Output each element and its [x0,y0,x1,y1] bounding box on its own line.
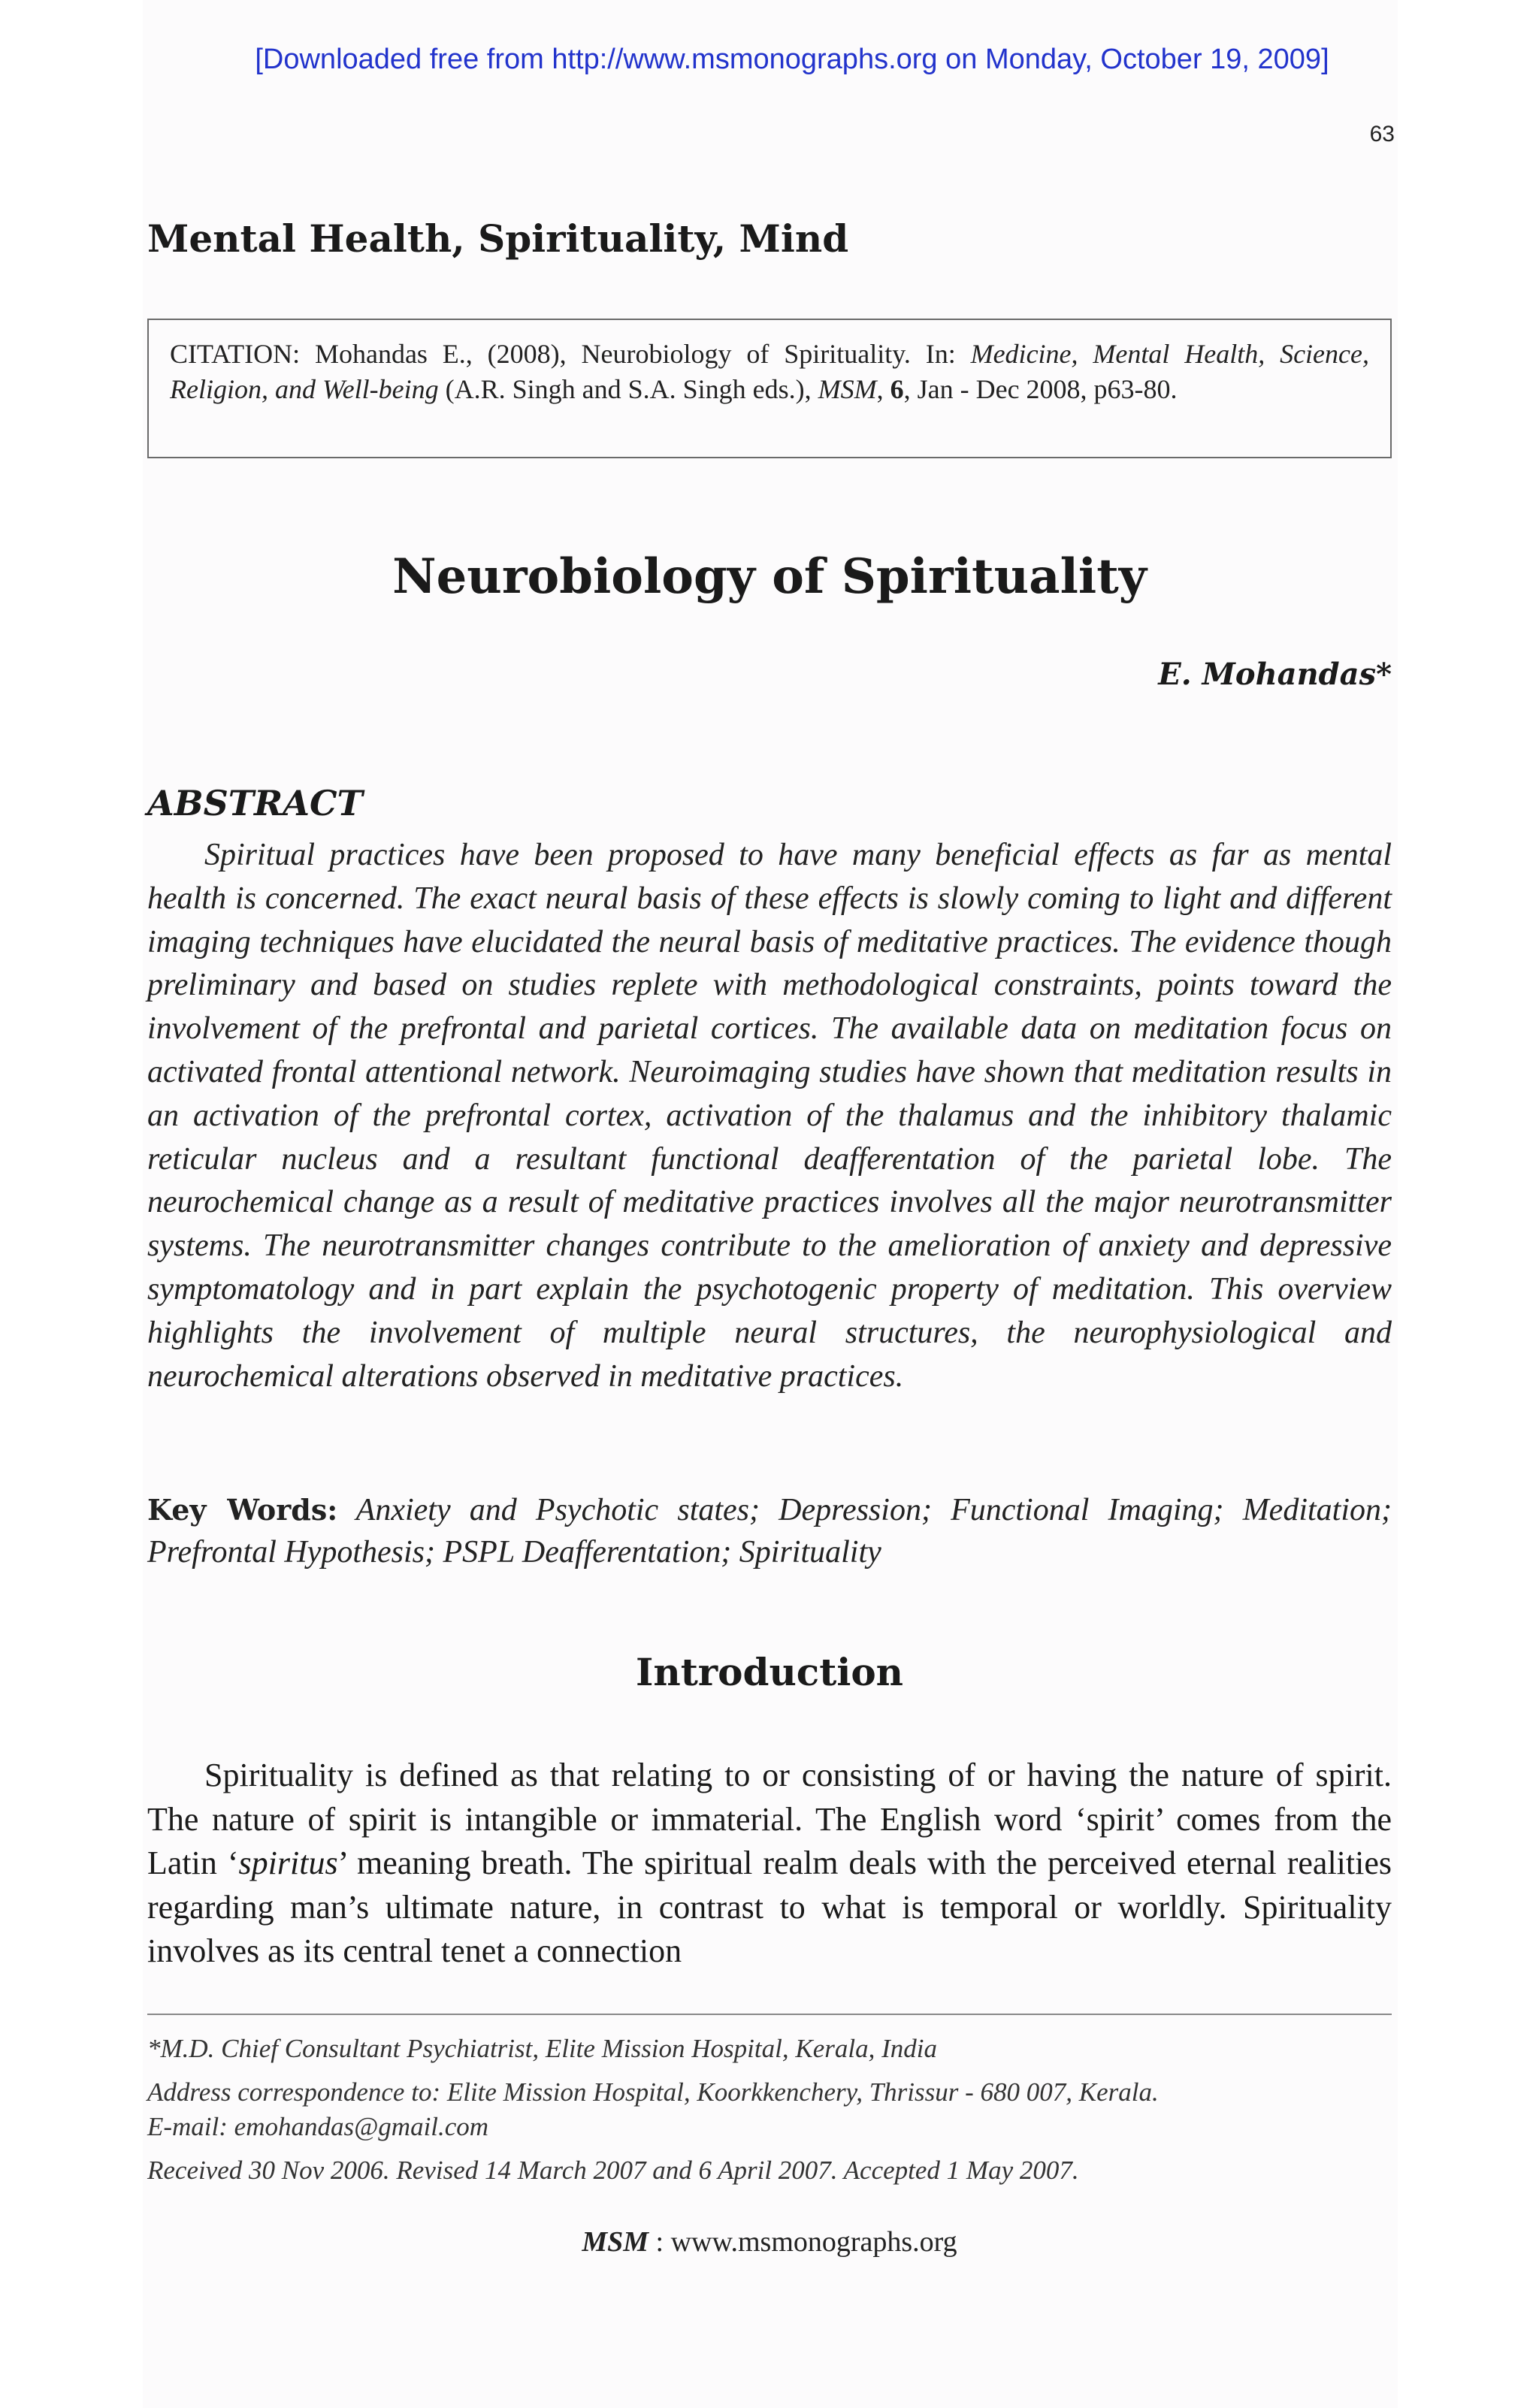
footnote-dates: Received 30 Nov 2006. Revised 14 March 2007 and 6 April 2007. Accepted 1 May 2007. [147,2156,1079,2185]
article-title: Neurobiology of Spirituality [392,548,1147,605]
keywords-label: Key Words: [147,1493,338,1527]
citation-box [147,319,1392,458]
footnote-address: Address correspondence to: Elite Mission Hospital, Koorkkenchery, Thrissur - 680 007, Kerala. [147,2077,1159,2107]
abstract-text: Spiritual practices have been proposed to have many beneficial effects as far as mental health is concerned. The exact neural basis of these effects is slowly coming to light and different imaging techniques have elucidated the neural basis of meditative practices. The evidence though preliminary and based on studies replete with methodological constraints, points toward the involvement of the prefrontal and parietal cortices. The available data on meditation focus on activated frontal attentional network. Neuroimaging studies have shown that meditation results in an activation of the prefrontal cortex, activation of the thalamus and the inhibitory thalamic reticular nucleus and a resultant functional deafferentation of the parietal lobe. The neurochemical change as a result of meditative practices involves all the major neurotransmitter systems. The neurotransmitter changes contribute to the amelioration of anxiety and depressive symptomatology and in part explain the psychotogenic property of meditation. This overview highlights the involvement of multiple neural structures, the neurophysiological and neurochemical alterations observed in meditative practices. [147,838,1392,1394]
citation-editors: (A.R. Singh and S.A. Singh eds.), [438,374,818,404]
introduction-part-1: Spirituality is defined as that relating to or consisting of or having the nature of spirit. The nature of spirit is intangible or immaterial. The English word ‘spirit’ comes from the Latin ‘ [147,1757,1392,1881]
footer-website[interactable]: www.msmonographs.org [670,2226,957,2258]
latin-term: spiritus [238,1845,338,1881]
introduction-text [147,1754,1392,1974]
site-footer [0,2225,1539,2258]
keywords-list: Anxiety and Psychotic states; Depression; Functional Imaging; Meditation; Prefrontal Hypothesis; PSPL Deafferentation; Spirituality [147,1493,1392,1570]
abstract-heading: ABSTRACT [147,783,363,823]
footnote-email: E-mail: emohandas@gmail.com [147,2112,489,2141]
page-number: 63 [1369,122,1395,147]
introduction-heading: Introduction [635,1650,904,1694]
download-notice[interactable]: [Downloaded free from http://www.msmonographs.org on Monday, October 19, 2009] [255,44,1329,75]
section-title: Mental Health, Spirituality, Mind [147,216,849,261]
citation-volume: 6 [890,374,904,404]
keywords [147,1489,1392,1573]
author-name: E. Mohandas* [1158,657,1392,692]
citation-journal: MSM [818,374,877,404]
footer-separator: : [649,2226,671,2258]
footnote-divider [147,2014,1392,2015]
citation-prefix: CITATION: Mohandas E., (2008), Neurobiology of Spirituality. In: [170,339,971,369]
introduction-part-2: ’ meaning breath. The spiritual realm deals with the perceived eternal realities regarding man’s ultimate nature, in contrast to what is temporal or worldly. Spirituality involves as its central tenet a connection [147,1845,1392,1969]
footnotes [147,2032,1392,2188]
citation-separator: , [876,374,890,404]
footnote-affiliation: *M.D. Chief Consultant Psychiatrist, Elite Mission Hospital, Kerala, India [147,2034,937,2063]
citation-suffix: , Jan - Dec 2008, p63-80. [903,374,1178,404]
footer-journal: MSM [582,2226,649,2258]
citation-book-title: Medicine, Mental Health, Science, Religion, and Well-being [170,339,1369,404]
